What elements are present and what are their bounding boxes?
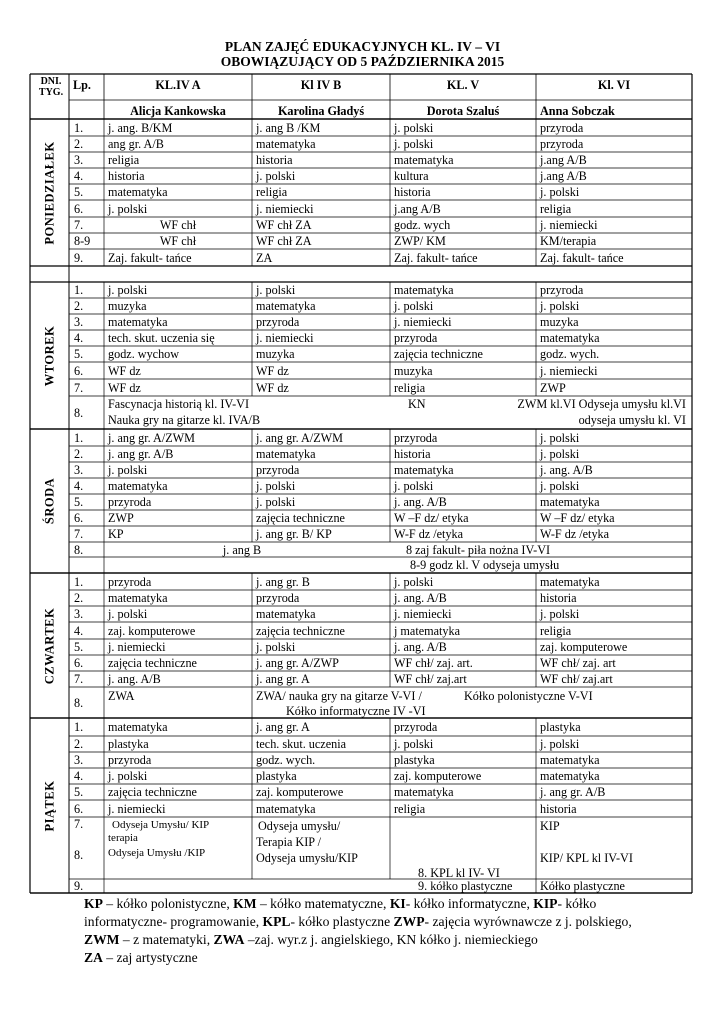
lesson-number: 5.	[74, 785, 84, 799]
lesson-number: 4.	[74, 331, 84, 345]
lesson-cell: j. ang. A/B	[108, 672, 161, 686]
lesson-cell: j. niemiecki	[256, 331, 314, 345]
lesson-number: 1.	[74, 120, 84, 135]
lesson-cell: odyseja umysłu kl. VI	[578, 413, 686, 427]
lesson-number: 5.	[74, 495, 84, 509]
lesson-cell: j.ang A/B	[394, 201, 441, 216]
lesson-number: 2.	[74, 591, 84, 605]
lesson-number: 6.	[74, 656, 84, 670]
lesson-cell: muzyka	[256, 347, 295, 361]
lesson-cell: j. polski	[108, 283, 148, 297]
lesson-cell: j. polski	[256, 495, 296, 509]
lesson-cell: ZWP	[108, 511, 134, 525]
lesson-cell: matematyka	[540, 495, 600, 509]
legend-abbreviation: KM	[233, 896, 257, 911]
lesson-number: 3.	[74, 607, 84, 621]
lesson-number: 2.	[74, 737, 84, 751]
lesson-cell: matematyka	[394, 463, 454, 477]
lesson-cell: ZWA	[108, 688, 135, 703]
lesson-cell: j. polski	[108, 201, 148, 216]
lesson-number: 7.	[74, 380, 84, 395]
lesson-cell: j. ang gr. A/ZWM	[108, 430, 195, 445]
lesson-cell: j. niemiecki	[540, 363, 598, 378]
lesson-cell: j. ang gr. A/ZWP	[256, 656, 339, 670]
lesson-cell: j. polski	[256, 169, 296, 183]
lesson-cell: muzyka	[108, 299, 147, 313]
lesson-number: 7.	[74, 817, 84, 831]
lesson-cell: j. polski	[108, 463, 148, 477]
lesson-cell: j. polski	[394, 737, 434, 751]
lesson-cell: 9. kółko plastyczne	[418, 879, 513, 893]
lesson-cell: plastyka	[256, 769, 297, 783]
lesson-cell: ZWM kl.VI Odyseja umysłu kl.VI	[517, 397, 686, 411]
lesson-cell: zajęcia techniczne	[256, 623, 345, 638]
lesson-cell: przyroda	[108, 753, 152, 767]
lesson-cell: W-F dz /etyka	[540, 527, 610, 541]
lesson-cell: zajęcia techniczne	[108, 656, 197, 670]
lesson-cell: przyroda	[256, 591, 300, 605]
lesson-cell: historia	[394, 447, 431, 461]
lesson-cell: matematyka	[108, 720, 168, 734]
page-title: PLAN ZAJĘĆ EDUKACYJNYCH KL. IV – VI	[224, 39, 501, 54]
lesson-cell: WF dz	[108, 380, 141, 395]
lesson-cell: j. niemiecki	[540, 218, 598, 232]
lesson-cell: WF chł	[159, 218, 197, 232]
lesson-cell: historia	[108, 169, 145, 183]
lesson-number: 8.	[74, 405, 84, 420]
lesson-number: 4.	[74, 169, 84, 183]
lesson-cell: godz. wychow	[108, 347, 180, 361]
lesson-cell: zaj. komputerowe	[108, 623, 196, 638]
lesson-cell: godz. wych.	[256, 753, 316, 767]
lesson-cell: KP	[108, 527, 124, 541]
lesson-cell: j. ang gr. A/B	[108, 447, 174, 461]
lesson-cell: muzyka	[540, 315, 579, 329]
lesson-cell: j. polski	[256, 640, 296, 654]
lesson-cell: WF dz	[108, 363, 141, 378]
lesson-cell: W-F dz /etyka	[394, 527, 464, 541]
day-label: PONIEDZIAŁEK	[42, 140, 56, 245]
lesson-number: 6.	[74, 363, 84, 378]
lesson-number: 1.	[74, 283, 84, 297]
lesson-cell: przyroda	[394, 430, 438, 445]
legend-abbreviation: ZWM	[84, 932, 120, 947]
lesson-cell: j. polski	[394, 479, 434, 493]
legend-text: – kółko polonistyczne,	[102, 896, 234, 911]
lesson-number: 4.	[74, 623, 84, 638]
lesson-cell: j. polski	[256, 479, 296, 493]
lesson-cell: WF chł/ zaj. art.	[394, 656, 473, 670]
header-lp: Lp.	[73, 78, 91, 92]
lesson-cell: przyroda	[256, 463, 300, 477]
legend-text: - kółko plastyczne	[290, 914, 394, 929]
lesson-cell: Odyseja umysłu/KIP	[256, 851, 358, 865]
lesson-cell: W –F dz/ etyka	[540, 511, 615, 525]
lesson-cell: j. ang gr. B	[256, 574, 310, 589]
lesson-cell: religia	[108, 153, 140, 167]
lesson-cell: Kółko plastyczne	[540, 879, 625, 893]
legend-abbreviation: KI	[389, 896, 406, 911]
lesson-cell: j. ang B /KM	[256, 120, 321, 135]
lesson-cell: j. ang gr. A	[256, 720, 310, 734]
lesson-number: 7.	[74, 527, 84, 541]
lesson-cell: j. niemiecki	[394, 607, 452, 621]
lesson-number: 2.	[74, 447, 84, 461]
lesson-cell: KN	[408, 397, 426, 411]
lesson-cell: j matematyka	[394, 623, 460, 638]
lesson-cell: zaj. komputerowe	[540, 640, 628, 654]
header-class-iva: KL.IV A	[155, 78, 201, 92]
lesson-cell: matematyka	[256, 299, 316, 313]
lesson-number: 8.	[74, 695, 84, 710]
lesson-cell: Terapia KIP /	[256, 835, 322, 849]
lesson-cell: religia	[540, 201, 572, 216]
lesson-cell: KIP	[540, 819, 560, 833]
header-class-v: KL. V	[446, 78, 480, 92]
lesson-cell: matematyka	[108, 185, 168, 199]
lesson-cell: WF chł ZA	[256, 234, 312, 248]
legend-line	[84, 913, 724, 931]
lesson-cell: plastyka	[108, 737, 149, 751]
lesson-cell: plastyka	[540, 720, 581, 734]
lesson-number: 8.	[74, 848, 84, 862]
lesson-cell: j. polski	[256, 283, 296, 297]
lesson-cell: Odyseja Umysłu /KIP	[108, 847, 206, 859]
lesson-number: 3.	[74, 153, 84, 167]
lesson-cell: WF chł/ zaj.art	[540, 672, 613, 686]
legend-text: - kółko	[557, 896, 597, 911]
legend-abbreviation: ZWA	[213, 932, 245, 947]
lesson-cell: zaj. komputerowe	[394, 769, 482, 783]
legend-abbreviation: KIP	[533, 896, 558, 911]
header-class-vi: Kl. VI	[597, 78, 631, 92]
lesson-cell: matematyka	[256, 137, 316, 151]
teacher-name: Dorota Szaluś	[426, 104, 500, 118]
lesson-cell: j. polski	[540, 299, 580, 313]
lesson-number: 5.	[74, 347, 84, 361]
lesson-cell: KM/terapia	[540, 234, 597, 248]
legend-text: – zaj artystyczne	[102, 950, 198, 965]
day-label: WTOREK	[42, 325, 56, 386]
lesson-cell: j. polski	[394, 120, 434, 135]
lesson-cell: j. polski	[394, 574, 434, 589]
lesson-number: 6.	[74, 801, 84, 816]
lesson-cell: matematyka	[256, 447, 316, 461]
lesson-cell: Zaj. fakult- tańce	[540, 250, 624, 265]
lesson-cell: zajęcia techniczne	[256, 511, 345, 525]
lesson-cell: Zaj. fakult- tańce	[108, 250, 192, 265]
lesson-number: 6.	[74, 201, 84, 216]
lesson-cell: matematyka	[540, 769, 600, 783]
legend	[84, 895, 724, 967]
lesson-cell: matematyka	[394, 153, 454, 167]
lesson-cell: przyroda	[256, 315, 300, 329]
page-subtitle: OBOWIĄZUJĄCY OD 5 PAŹDZIERNIKA 2015	[220, 54, 505, 69]
lesson-cell: j. polski	[394, 137, 434, 151]
lesson-number: 1.	[74, 430, 84, 445]
lesson-cell: j. ang gr. B/ KP	[256, 527, 332, 541]
lesson-cell: j.ang A/B	[540, 153, 587, 167]
lesson-cell: WF chł/ zaj.art	[394, 672, 467, 686]
teacher-name: Alicja Kankowska	[130, 104, 226, 118]
lesson-cell: matematyka	[108, 315, 168, 329]
lesson-cell: godz. wych.	[540, 347, 600, 361]
lesson-cell: Fascynacja historią kl. IV-VI	[108, 397, 250, 411]
lesson-number: 4.	[74, 769, 84, 783]
lesson-number: 3.	[74, 315, 84, 329]
lesson-cell: j. polski	[540, 479, 580, 493]
lesson-number: 1.	[74, 574, 84, 589]
lesson-cell: j. niemiecki	[108, 640, 166, 654]
lesson-number: 4.	[74, 479, 84, 493]
lesson-cell: WF dz	[256, 363, 289, 378]
lesson-cell: tech. skut. uczenia	[256, 737, 347, 751]
lesson-cell: ZWP	[540, 380, 566, 395]
lesson-cell: Kółko polonistyczne V-VI	[464, 688, 593, 703]
lesson-cell: j. polski	[108, 769, 148, 783]
legend-text: - zajęcia wyrównawcze z j. polskiego,	[424, 914, 632, 929]
day-label: CZWARTEK	[42, 607, 56, 684]
legend-abbreviation: KP	[84, 896, 103, 911]
lesson-cell: ZWA/ nauka gry na gitarze V-VI /	[256, 688, 422, 703]
lesson-cell: przyroda	[540, 120, 584, 135]
lesson-cell: religia	[394, 380, 426, 395]
lesson-number: 7.	[74, 672, 84, 686]
lesson-cell: j. polski	[108, 607, 148, 621]
lesson-cell: matematyka	[256, 607, 316, 621]
lesson-cell: historia	[540, 801, 577, 816]
header-days-line2: TYG.	[38, 87, 64, 98]
lesson-cell: j. polski	[540, 430, 580, 445]
lesson-cell: terapia	[108, 832, 138, 844]
lesson-number: 5.	[74, 185, 84, 199]
lesson-cell: przyroda	[108, 574, 152, 589]
lesson-cell: j.ang A/B	[540, 169, 587, 183]
lesson-cell: Odyseja umysłu/	[258, 819, 341, 833]
lesson-cell: KIP/ KPL kl IV-VI	[540, 851, 633, 865]
legend-text: – z matematyki,	[119, 932, 214, 947]
legend-line	[84, 895, 724, 913]
lesson-cell: matematyka	[540, 331, 600, 345]
lesson-number: 6.	[74, 511, 84, 525]
lesson-number: 1.	[74, 720, 84, 734]
lesson-cell: WF chł	[159, 234, 197, 248]
lesson-cell: przyroda	[394, 331, 438, 345]
lesson-cell: matematyka	[394, 785, 454, 799]
lesson-cell: matematyka	[540, 574, 600, 589]
lesson-cell: matematyka	[394, 283, 454, 297]
lesson-cell: religia	[256, 185, 288, 199]
lesson-cell: matematyka	[108, 479, 168, 493]
lesson-cell: religia	[394, 801, 426, 816]
lesson-cell: Zaj. fakult- tańce	[394, 250, 478, 265]
lesson-cell: historia	[256, 153, 293, 167]
lesson-cell: matematyka	[108, 591, 168, 605]
lesson-number: 2.	[74, 137, 84, 151]
legend-abbreviation: KPL	[262, 914, 291, 929]
legend-line	[84, 931, 724, 949]
lesson-cell: j. ang gr. A	[256, 672, 310, 686]
lesson-cell: j. ang. A/B	[540, 463, 593, 477]
legend-text: - kółko informatyczne,	[405, 896, 534, 911]
lesson-cell: godz. wych	[394, 218, 451, 232]
lesson-cell: Nauka gry na gitarze kl. IVA/B	[108, 413, 261, 427]
lesson-number: 9.	[74, 250, 84, 265]
header-class-ivb: Kl IV B	[300, 78, 342, 92]
lesson-cell: tech. skut. uczenia się	[108, 331, 215, 345]
teacher-name: Karolina Gładyś	[277, 104, 365, 118]
lesson-cell: j. polski	[540, 607, 580, 621]
header-days-line1: DNI.	[40, 76, 62, 87]
legend-line	[84, 949, 724, 967]
lesson-cell: przyroda	[540, 283, 584, 297]
legend-text: –zaj. wyr.z j. angielskiego, KN kółko j. niemieckiego	[244, 932, 538, 947]
lesson-cell: j. ang B	[222, 542, 262, 557]
header-days	[34, 76, 68, 98]
lesson-cell: j. niemiecki	[394, 315, 452, 329]
lesson-number: 7.	[74, 218, 84, 232]
lesson-number: 5.	[74, 640, 84, 654]
lesson-cell: 8-9 godz kl. V odyseja umysłu	[410, 558, 560, 572]
lesson-number: 8.	[74, 542, 84, 557]
lesson-cell: j. polski	[540, 185, 580, 199]
teacher-name: Anna Sobczak	[540, 104, 615, 118]
lesson-cell: j. niemiecki	[256, 201, 314, 216]
legend-abbreviation: ZWP	[393, 914, 425, 929]
lesson-cell: j. polski	[394, 299, 434, 313]
day-label: ŚRODA	[42, 477, 56, 525]
lesson-cell: j. ang gr. A/B	[540, 785, 606, 799]
lesson-cell: ang gr. A/B	[108, 137, 164, 151]
lesson-number: 8-9	[74, 234, 91, 248]
lesson-cell: kultura	[394, 169, 429, 183]
lesson-cell: ZWP/ KM	[394, 234, 446, 248]
lesson-cell: historia	[394, 185, 431, 199]
lesson-cell: j. polski	[540, 737, 580, 751]
lesson-cell: przyroda	[540, 137, 584, 151]
lesson-cell: plastyka	[394, 753, 435, 767]
lesson-cell: j. niemiecki	[108, 801, 166, 816]
lesson-cell: Kółko informatyczne IV -VI	[286, 703, 426, 718]
lesson-cell: ZA	[256, 250, 273, 265]
lesson-cell: zajęcia techniczne	[108, 785, 197, 799]
lesson-number: 2.	[74, 299, 84, 313]
lesson-cell: j. ang. A/B	[394, 495, 447, 509]
lesson-cell: WF chł/ zaj. art	[540, 656, 616, 670]
lesson-cell: j. polski	[540, 447, 580, 461]
legend-text: informatyczne- programowanie,	[84, 914, 263, 929]
lesson-cell: zajęcia techniczne	[394, 347, 483, 361]
lesson-number: 9.	[74, 879, 84, 893]
lesson-cell: przyroda	[108, 495, 152, 509]
lesson-cell: j. ang. A/B	[394, 591, 447, 605]
lesson-cell: W –F dz/ etyka	[394, 511, 469, 525]
lesson-cell: WF dz	[256, 380, 289, 395]
lesson-cell: j. ang gr. A/ZWM	[256, 430, 343, 445]
lesson-cell: j. ang. A/B	[394, 640, 447, 654]
lesson-cell: muzyka	[394, 363, 433, 378]
lesson-number: 3.	[74, 463, 84, 477]
lesson-cell: matematyka	[540, 753, 600, 767]
legend-text: – kółko matematyczne,	[256, 896, 390, 911]
lesson-cell: przyroda	[394, 720, 438, 734]
lesson-cell: 8. KPL kl IV- VI	[418, 866, 500, 880]
day-label: PIĄTEK	[42, 780, 56, 831]
lesson-cell: Odyseja Umysłu/ KIP	[112, 819, 210, 831]
lesson-number: 3.	[74, 753, 84, 767]
lesson-cell: zaj. komputerowe	[256, 785, 344, 799]
lesson-cell: WF chł ZA	[256, 218, 312, 232]
lesson-cell: matematyka	[256, 801, 316, 816]
lesson-cell: 8 zaj fakult- piła nożna IV-VI	[406, 542, 551, 557]
lesson-cell: religia	[540, 623, 572, 638]
lesson-cell: historia	[540, 591, 577, 605]
lesson-cell: j. ang. B/KM	[108, 120, 173, 135]
legend-abbreviation: ZA	[84, 950, 103, 965]
